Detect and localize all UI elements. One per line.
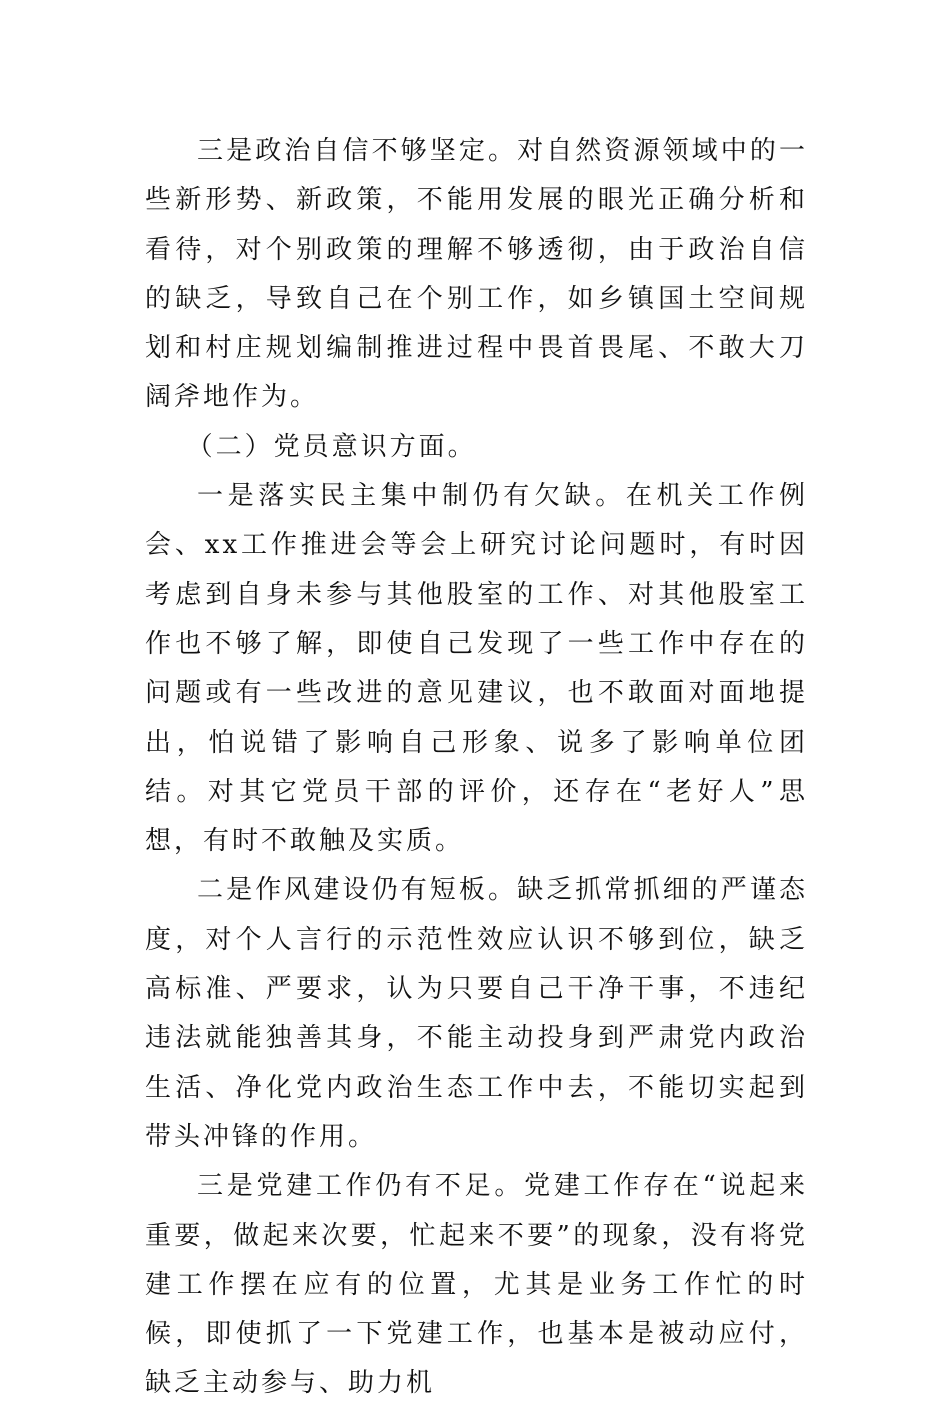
document-body [145, 127, 808, 1409]
paragraph-party-building: 三是党建工作仍有不足。党建工作存在“说起来重要，做起来次要，忙起来不要”的现象，没有将党建工作摆在应有的位置，尤其是业务工作忙的时候，即使抓了一下党建工作，也基本是被动应付，缺乏主动参与、助力机 [145, 1171, 808, 1399]
paragraph-democratic-centralism: 一是落实民主集中制仍有欠缺。在机关工作例会、xx工作推进会等会上研究讨论问题时，有时因考虑到自身未参与其他股室的工作、对其他股室工作也不够了解，即使自己发现了一些工作中存在的问题或有一些改进的意见建议，也不敢面对面地提出，怕说错了影响自己形象、说多了影响单位团结。对其它党员干部的评价，还存在“老好人”思想，有时不敢触及实质。 [145, 481, 808, 857]
paragraph-work-style: 二是作风建设仍有短板。缺乏抓常抓细的严谨态度，对个人言行的示范性效应认识不够到位，缺乏高标准、严要求，认为只要自己干净干事，不违纪违法就能独善其身，不能主动投身到严肃党内政治生活、净化党内政治生态工作中去，不能切实起到带头冲锋的作用。 [145, 875, 808, 1152]
paragraph-political-confidence: 三是政治自信不够坚定。对自然资源领域中的一些新形势、新政策，不能用发展的眼光正确分析和看待，对个别政策的理解不够透彻，由于政治自信的缺乏，导致自己在个别工作，如乡镇国土空间规划和村庄规划编制推进过程中畏首畏尾、不敢大刀阔斧地作为。 [145, 136, 808, 413]
section-heading-party-awareness: （二）党员意识方面。 [186, 431, 477, 462]
